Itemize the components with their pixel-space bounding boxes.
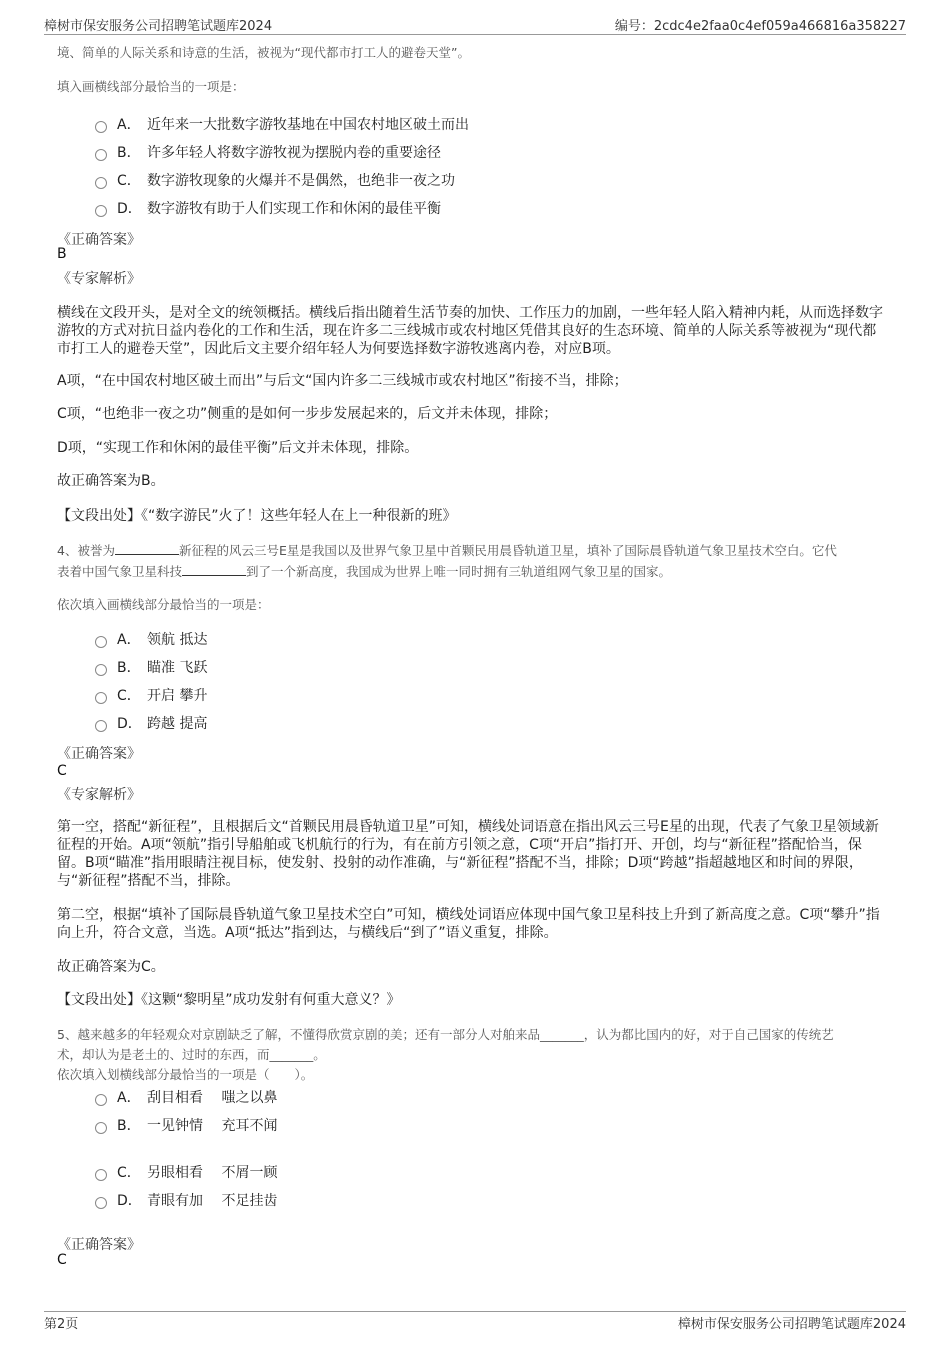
q4-prompt: 依次填入画横线部分最恰当的一项是： [57,597,270,612]
q5-option-b[interactable]: B． 一见钟情 充耳不闻 [95,1115,277,1135]
q4-source: 【文段出处】《这颗“黎明星”成功发射有何重大意义？》 [57,992,401,1008]
q3-answer: B [57,246,67,262]
q4-analysis-p1: 第一空，搭配“新征程”，且根据后文“首颗民用晨昏轨道卫星”可知，横线处词语意在指出风云三号E星的出现，代表了气象卫星领域新征程的开始。A项“领航”指引导船舶或飞机航行的行为，有在前方引领之意，C项“开启”指打开、开创，均与“新征程”搭配恰当，保留。B项“瞄准”指用眼睛注视目标，使发射、投射的动作准确，与“新征程”搭配不当，排除；D项“跨越”指超越地区和时间的界限，与“新征程”搭配不当，排除。 [57,819,879,889]
footer-rule [44,1311,906,1312]
q4-answer: C [57,763,67,779]
q4-answer-label: 《正确答案》 [57,746,141,762]
q3-analysis-p5: 故正确答案为B。 [57,473,165,489]
q4-stem-line1: 4、被誉为 新征程的风云三号E星是我国以及世界气象卫星中首颗民用晨昏轨道卫星，填补了国际晨昏轨道气象卫星技术空白。它代 [57,543,837,558]
q3-answer-label: 《正确答案》 [57,232,141,248]
q4-option-a[interactable]: A． 领航 抵达 [95,629,207,649]
q3-analysis-p1: 横线在文段开头，是对全文的统领概括。横线后指出随着生活节奏的加快、工作压力的加剧，一些年轻人陷入精神内耗，从而选择数字游牧的方式对抗日益内卷化的工作和生活，现在许多二三线城市或农村地区凭借其良好的生态环境、简单的人际关系等被视为“现代都市打工人的避卷天堂”，因此后文主要介绍年轻人为何要选择数字游牧逃离内卷，对应B项。 [57,305,883,357]
q5-option-a[interactable]: A． 刮目相看 嗤之以鼻 [95,1087,277,1107]
page-number: 第2页 [44,1317,79,1332]
q3-option-b[interactable]: B． 许多年轻人将数字游牧视为摆脱内卷的重要途径 [95,142,441,162]
radio-icon[interactable] [95,205,107,217]
radio-icon[interactable] [95,636,107,648]
q4-option-b[interactable]: B． 瞄准 飞跃 [95,657,207,677]
radio-icon[interactable] [95,664,107,676]
q3-analysis-p3: C项，“也绝非一夜之功”侧重的是如何一步步发展起来的，后文并未体现，排除； [57,406,558,422]
q4-blank-2 [182,575,246,576]
footer-title: 樟树市保安服务公司招聘笔试题库2024 [677,1317,906,1332]
radio-icon[interactable] [95,692,107,704]
radio-icon[interactable] [95,720,107,732]
q3-analysis-p4: D项，“实现工作和休闲的最佳平衡”后文并未体现，排除。 [57,440,419,456]
q5-option-c[interactable]: C． 另眼相看 不屑一顾 [95,1162,277,1182]
q5-stem-line1: 5、越来越多的年轻观众对京剧缺乏了解，不懂得欣赏京剧的美；还有一部分人对舶来品_______，认为都比国内的好，对于自己国家的传统艺 [57,1027,834,1042]
q3-option-d[interactable]: D． 数字游牧有助于人们实现工作和休闲的最佳平衡 [95,198,441,218]
radio-icon[interactable] [95,1197,107,1209]
radio-icon[interactable] [95,121,107,133]
q4-analysis-label: 《专家解析》 [57,787,141,803]
document-code: 编号：2cdc4e2faa0c4ef059a466816a358227 [614,19,906,34]
radio-icon[interactable] [95,1122,107,1134]
q4-option-c[interactable]: C． 开启 攀升 [95,685,207,705]
radio-icon[interactable] [95,1169,107,1181]
q4-option-d[interactable]: D． 跨越 提高 [95,713,207,733]
radio-icon[interactable] [95,177,107,189]
q5-answer-label: 《正确答案》 [57,1237,141,1253]
q3-option-c[interactable]: C． 数字游牧现象的火爆并不是偶然，也绝非一夜之功 [95,170,455,190]
radio-icon[interactable] [95,149,107,161]
q3-analysis-label: 《专家解析》 [57,271,141,287]
q4-stem-line2: 表着中国气象卫星科技 到了一个新高度，我国成为世界上唯一同时拥有三轨道组网气象卫星的国家。 [57,564,672,579]
q4-analysis-p2: 第二空，根据“填补了国际晨昏轨道气象卫星技术空白”可知，横线处词语应体现中国气象卫星科技上升到了新高度之意。C项“攀升”指向上升，符合文意，当选。A项“抵达”指到达，与横线后“到了”语义重复，排除。 [57,907,880,941]
q3-prompt: 填入画横线部分最恰当的一项是： [57,79,245,94]
header-rule [44,34,906,35]
q3-stem-tail: 境、简单的人际关系和诗意的生活，被视为“现代都市打工人的避卷天堂”。 [57,45,470,60]
q3-analysis-p2: A项，“在中国农村地区破土而出”与后文“国内许多二三线城市或农村地区”衔接不当，排除； [57,373,628,389]
header-title: 樟树市保安服务公司招聘笔试题库2024 [44,19,273,34]
q3-option-a[interactable]: A． 近年来一大批数字游牧基地在中国农村地区破土而出 [95,114,469,134]
q5-prompt: 依次填入划横线部分最恰当的一项是（ ）。 [57,1067,314,1082]
q5-answer: C [57,1252,67,1268]
q3-source: 【文段出处】《“数字游民”火了！这些年轻人在上一种很新的班》 [57,508,457,524]
q5-option-d[interactable]: D． 青眼有加 不足挂齿 [95,1190,277,1210]
q4-analysis-p3: 故正确答案为C。 [57,959,165,975]
q4-blank-1 [115,554,179,555]
q5-stem-line2: 术，却认为是老土的、过时的东西，而_______。 [57,1047,326,1062]
radio-icon[interactable] [95,1094,107,1106]
